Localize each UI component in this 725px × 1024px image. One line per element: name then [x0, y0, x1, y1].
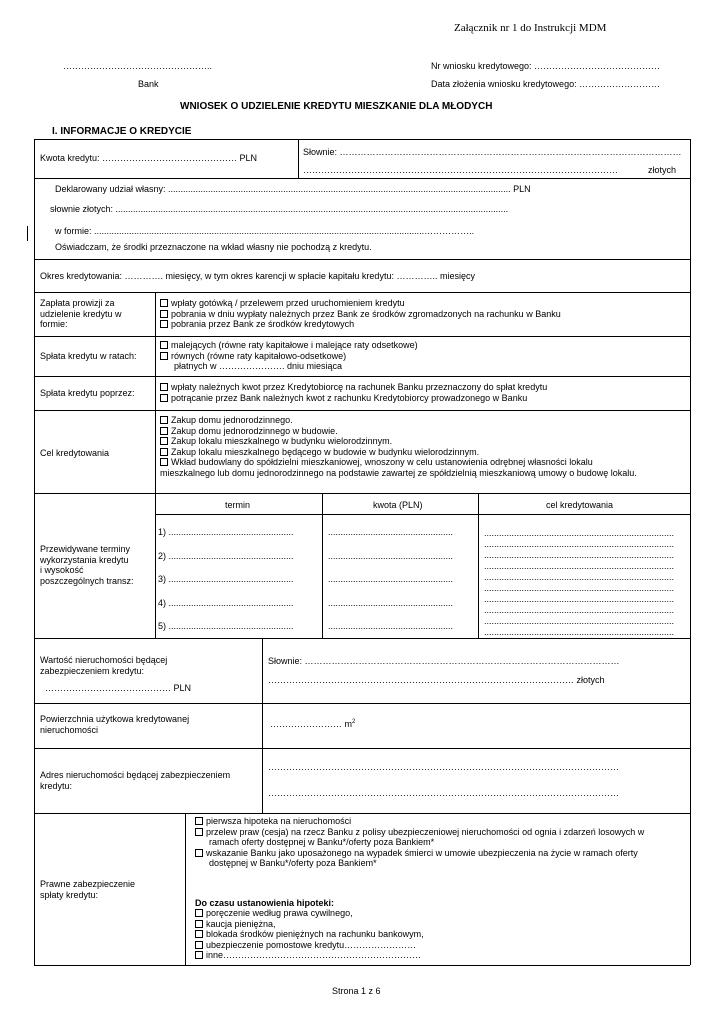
property-value-words-line1[interactable]: Słownie: ……………………………………………………………………………………………: [268, 656, 620, 666]
interim-security-title: Do czasu ustanowienia hipoteki:: [195, 898, 335, 908]
payment-day-field[interactable]: płatnych w …………………. dniu miesiąca: [174, 361, 343, 371]
tranche-purposes: [484, 528, 674, 638]
tranche-amount-field[interactable]: ..................................................: [328, 597, 454, 608]
tranches-header-term: termin: [225, 500, 251, 510]
commission-option[interactable]: pobrania przez Bank ze środków kredytowych: [160, 319, 561, 330]
checkbox[interactable]: [160, 310, 168, 318]
checkbox[interactable]: [160, 416, 168, 424]
purpose-label: Cel kredytowania: [40, 448, 110, 458]
tranche-amount-field[interactable]: ..................................................: [328, 574, 454, 584]
checkbox[interactable]: [160, 352, 168, 360]
own-contribution-statement: Oświadczam, że środki przeznaczone na wkład własny nie pochodzą z kredytu.: [55, 242, 372, 252]
interim-option[interactable]: kaucja pieniężna,: [195, 919, 424, 930]
checkbox[interactable]: [195, 951, 203, 959]
security-option[interactable]: pierwsza hipoteka na nieruchomości: [195, 816, 644, 827]
checkbox[interactable]: [195, 909, 203, 917]
tranche-amount-field[interactable]: ..................................................: [328, 550, 454, 561]
checkbox[interactable]: [160, 448, 168, 456]
text-cursor: [27, 226, 28, 241]
interim-option[interactable]: poręczenie według prawa cywilnego,: [195, 908, 424, 919]
tranche-purpose-field[interactable]: ............................................................................: [484, 594, 675, 604]
commission-label: Zapłata prowizji za udzielenie kredytu w formie:: [40, 298, 122, 329]
security-option[interactable]: przelew praw (cesja) na rzecz Banku z polisy ubezpieczeniowej nieruchomości od ognia i zdarzeń losowych w: [195, 827, 644, 838]
repayment-option[interactable]: potrącanie przez Bank należnych kwot z rachunku Kredytobiorcy prowadzonego w Banku: [160, 393, 547, 404]
checkbox[interactable]: [160, 458, 168, 466]
installment-option[interactable]: malejących (równe raty kapitałowe i malejące raty odsetkowe): [160, 340, 418, 351]
checkbox[interactable]: [160, 394, 168, 402]
loan-amount-words-line1[interactable]: Słownie: ……………………………………………………………………………………………………: [303, 147, 682, 157]
commission-options: [160, 298, 561, 330]
address-label: Adres nieruchomości będącej zabezpieczeniem kredytu:: [40, 770, 231, 791]
checkbox[interactable]: [160, 341, 168, 349]
tranche-term-field[interactable]: 3) ..................................................: [158, 574, 294, 584]
tranche-term-field[interactable]: 2) ..................................................: [158, 550, 294, 561]
repayment-option[interactable]: wpłaty należnych kwot przez Kredytobiorcę na rachunek Banku przeznaczony do spłat kredytu: [160, 382, 547, 393]
commission-option[interactable]: pobrania w dniu wypłaty należnych przez Bank ze środków zgromadzonych na rachunku w Banku: [160, 309, 561, 320]
loan-amount-words-line2[interactable]: ……………………………………………………………………………………………: [303, 165, 618, 175]
purpose-option[interactable]: Zakup domu jednorodzinnego w budowie.: [160, 426, 637, 437]
interim-security-options: [195, 908, 424, 961]
security-option[interactable]: wskazanie Banku jako uposażonego na wypadek śmierci w umowie ubezpieczenia na życie w ramach oferty: [195, 848, 644, 859]
checkbox[interactable]: [195, 930, 203, 938]
tranche-term-field[interactable]: 4) ..................................................: [158, 597, 294, 608]
interim-option[interactable]: ubezpieczenie pomostowe kredytu……………………: [195, 940, 424, 951]
loan-amount-field[interactable]: Kwota kredytu: ……………………………………… PLN: [40, 153, 258, 163]
property-value-field[interactable]: …………………………………… PLN: [45, 683, 192, 693]
installments-options: [160, 340, 418, 372]
own-contribution-field[interactable]: Deklarowany udział własny: ......................................................................................................................................... PLN: [55, 184, 531, 194]
checkbox[interactable]: [195, 941, 203, 949]
address-line2[interactable]: ………………………………………………………………………………………………………: [268, 788, 619, 798]
purpose-option[interactable]: Zakup domu jednorodzinnego.: [160, 415, 637, 426]
tranche-amount-field[interactable]: ..................................................: [328, 527, 454, 537]
form-title: WNIOSEK O UDZIELENIE KREDYTU MIESZKANIE DLA MŁODYCH: [180, 101, 493, 112]
tranche-term-field[interactable]: 1) ..................................................: [158, 527, 294, 537]
tranches-header-purpose: cel kredytowania: [546, 500, 614, 510]
purpose-option[interactable]: Zakup lokalu mieszkalnego będącego w budowie w budynku wielorodzinnym.: [160, 447, 637, 458]
checkbox[interactable]: [160, 383, 168, 391]
checkbox[interactable]: [195, 828, 203, 836]
address-line1[interactable]: ………………………………………………………………………………………………………: [268, 762, 619, 772]
tranche-terms: [158, 527, 294, 645]
checkbox[interactable]: [195, 849, 203, 857]
property-value-words-line2[interactable]: ………………………………………………………………………………………… złotych: [268, 675, 605, 685]
interim-option[interactable]: inne…………………………………………………………: [195, 950, 424, 961]
checkbox[interactable]: [160, 437, 168, 445]
section-title: I. INFORMACJE O KREDYCIE: [52, 126, 192, 137]
application-number-field[interactable]: Nr wniosku kredytowego: ……………………………………: [431, 61, 661, 71]
tranche-purpose-field[interactable]: ............................................................................: [484, 605, 675, 615]
tranche-term-field[interactable]: 5) ..................................................: [158, 621, 294, 631]
commission-option[interactable]: wpłaty gotówką / przelewem przed uruchomieniem kredytu: [160, 298, 561, 309]
interim-option[interactable]: blokada środków pieniężnych na rachunku bankowym,: [195, 929, 424, 940]
own-contribution-form-field[interactable]: w formie: ....................................................................................................................................……………..: [55, 226, 475, 236]
installment-option[interactable]: równych (równe raty kapitałowo-odsetkowe): [160, 351, 418, 362]
repayment-options: [160, 382, 547, 403]
purpose-continuation: mieszkalnego lub domu jednorodzinnego na podstawie zawartej ze spółdzielnią mieszkaniową umowy o budowę lokalu.: [160, 467, 637, 478]
checkbox[interactable]: [160, 427, 168, 435]
purpose-option[interactable]: Wkład budowlany do spółdzielni mieszkaniowej, wnoszony w celu ustanowienia odrębnej własności lokalu: [160, 457, 637, 468]
submission-date-field[interactable]: Data złożenia wniosku kredytowego: ………………………: [431, 79, 661, 89]
tranche-purpose-field[interactable]: ............................................................................: [484, 539, 675, 549]
property-value-label: Wartość nieruchomości będącej zabezpieczeniem kredytu:: [40, 655, 168, 676]
installments-label: Spłata kredytu w ratach:: [40, 351, 137, 361]
security-label: Prawne zabezpieczenie spłaty kredytu:: [40, 879, 136, 900]
checkbox[interactable]: [160, 299, 168, 307]
bank-label: Bank: [138, 79, 159, 89]
loan-amount-currency: złotych: [648, 165, 677, 175]
tranches-label: Przewidywane terminy wykorzystania kredytu i wysokość poszczególnych transz:: [40, 544, 134, 586]
tranche-purpose-field[interactable]: ............................................................................: [484, 572, 675, 582]
tranche-purpose-field[interactable]: ............................................................................: [484, 627, 675, 637]
loan-period-field[interactable]: Okres kredytowania: …………. miesięcy, w tym okres karencji w spłacie kapitału kredytu: ………….. miesięcy: [40, 271, 475, 281]
page-number: Strona 1 z 6: [332, 986, 381, 996]
checkbox[interactable]: [160, 320, 168, 328]
purpose-option[interactable]: Zakup lokalu mieszkalnego w budynku wielorodzinnym.: [160, 436, 637, 447]
tranche-purpose-field[interactable]: ............................................................................: [484, 616, 675, 626]
usable-area-label: Powierzchnia użytkowa kredytowanej nieruchomości: [40, 714, 190, 735]
checkbox[interactable]: [195, 817, 203, 825]
tranche-purpose-field[interactable]: ............................................................................: [484, 561, 675, 571]
attachment-note: Załącznik nr 1 do Instrukcji MDM: [454, 22, 607, 34]
checkbox[interactable]: [195, 920, 203, 928]
tranche-amount-field[interactable]: ..................................................: [328, 621, 454, 631]
tranche-purpose-field[interactable]: ............................................................................: [484, 550, 675, 560]
usable-area-field[interactable]: …………………… $m^2$: [270, 719, 356, 729]
security-options: pierwsza hipoteka na nieruchomości przelew praw (cesja) na rzecz Banku z polisy ubezpieczeniowej nieruchomości od ognia i zdarzeń losowych w ramach oferty dostępnej w Banku*/oferty poza Bankiem* wskazanie Banku jako uposażonego na wypadek śmierci w umowie ubezpieczenia na życie w ramach oferty dostępnej w Banku*/oferty poza Bankiem*: [195, 816, 644, 869]
tranche-purpose-field[interactable]: ............................................................................: [484, 583, 675, 593]
tranche-amounts: [328, 527, 453, 645]
bank-name-field[interactable]: …………………………………………..: [63, 61, 213, 71]
tranches-header-amount: kwota (PLN): [373, 500, 423, 510]
repayment-label: Spłata kredytu poprzez:: [40, 388, 135, 398]
purpose-options: [160, 415, 637, 478]
own-contribution-words-field[interactable]: słownie złotych: .............................................................................................................................................................: [50, 204, 509, 214]
tranche-purpose-field[interactable]: ............................................................................: [484, 528, 675, 538]
